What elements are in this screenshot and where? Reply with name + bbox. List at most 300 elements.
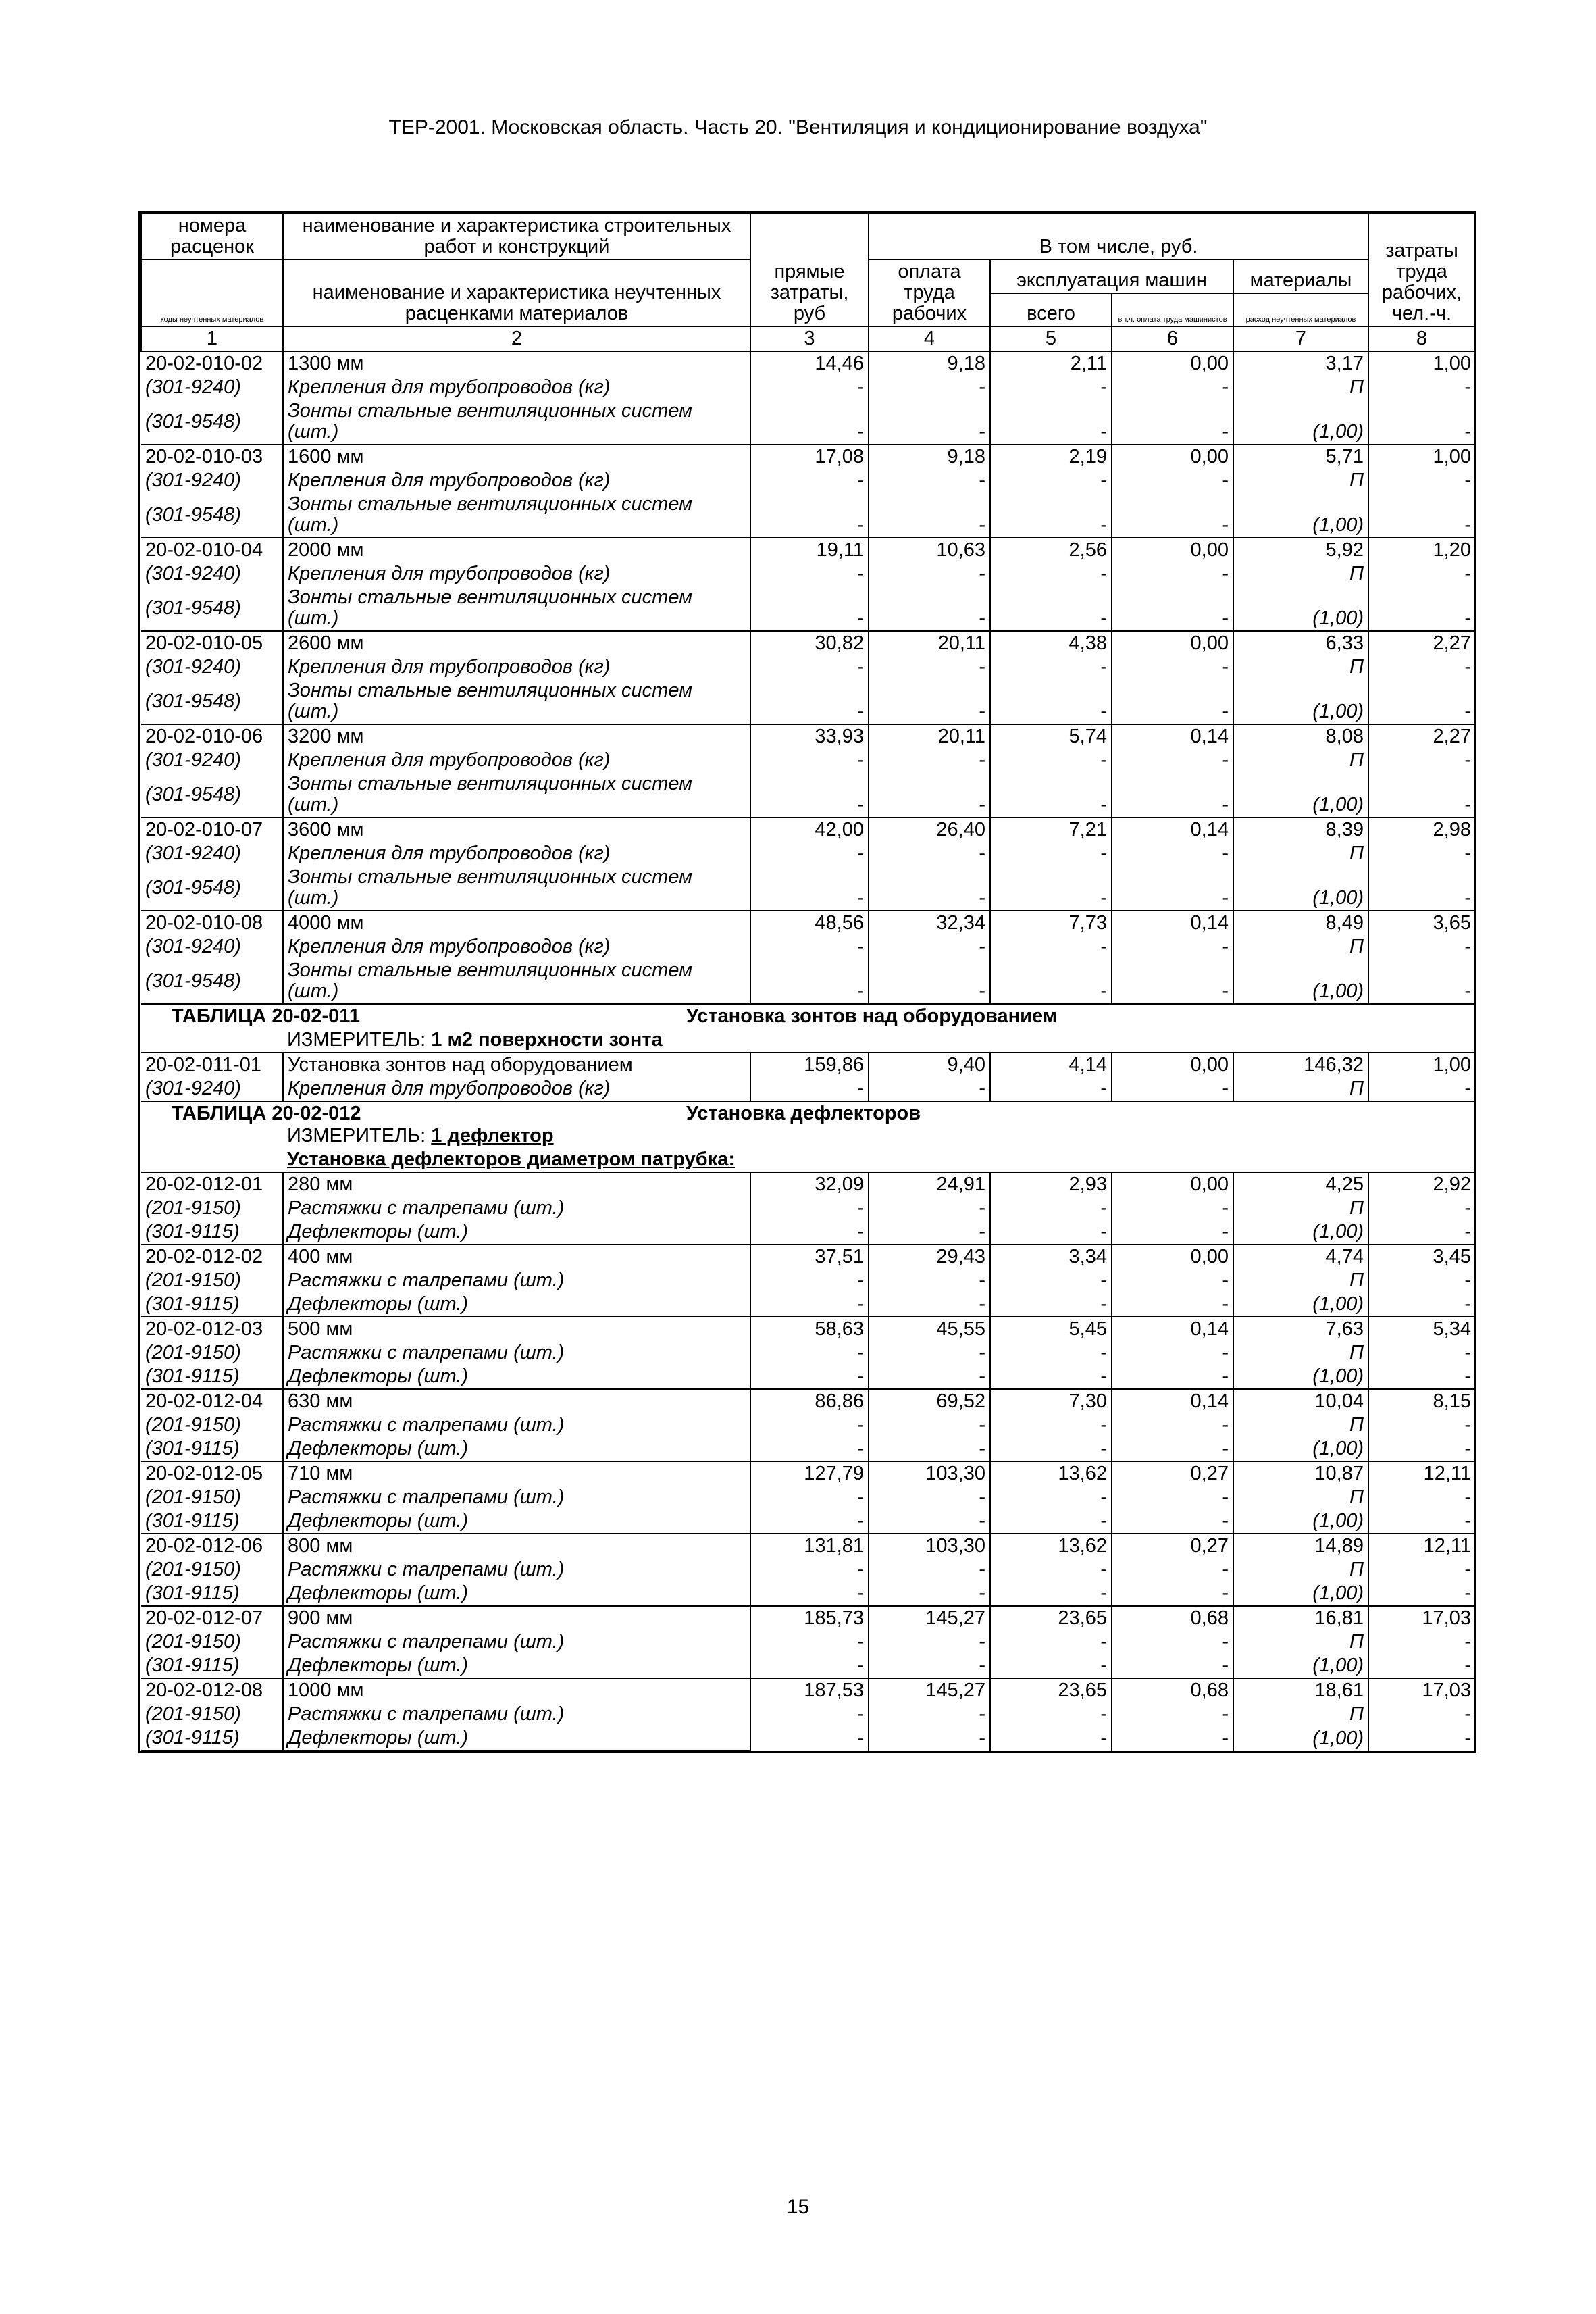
col-total-header: всего [990,293,1112,327]
machinists-pay: 0,27 [1112,1534,1233,1558]
material-usage: (1,00) [1233,399,1368,445]
dash-cell: - [869,1726,990,1751]
labor-costs: 8,15 [1368,1389,1475,1413]
material-name: Зонты стальные вентиляционных систем (шт.) [283,586,750,631]
col-number: 1 [141,326,283,351]
table-body-group-b [141,1172,1475,1751]
page-number: 15 [786,2196,810,2218]
materials-cost: 10,87 [1233,1461,1368,1486]
dash-cell: - [750,586,869,631]
material-usage: П [1233,376,1368,399]
dash-cell: - [990,493,1112,538]
material-name: Дефлекторы (шт.) [283,1220,750,1244]
material-code: (201-9150) [141,1486,283,1509]
dash-cell: - [750,1197,869,1220]
rate-name: 280 мм [283,1172,750,1197]
material-usage: (1,00) [1233,1437,1368,1461]
dash-cell: - [1112,1558,1233,1582]
col-name-materials-header: наименование и характеристика неучтенных расценками материалов [283,259,750,326]
dash-cell: - [1464,1221,1471,1242]
empty-cell [141,1126,283,1148]
col-unaccounted-use-header: расход неучтенных материалов [1233,293,1368,327]
machines-total: 4,14 [990,1053,1112,1077]
dash-cell: - [1464,842,1471,864]
material-code: (301-9240) [141,749,283,772]
rate-code: 20-02-012-02 [141,1244,283,1269]
dash-cell: - [869,842,990,865]
rate-code: 20-02-010-03 [141,445,283,469]
material-usage: (1,00) [1233,1726,1368,1751]
dash-cell: - [1464,376,1471,398]
labor-costs: 3,65 [1368,911,1475,935]
dash-cell: - [869,586,990,631]
dash-cell: - [1112,1703,1233,1726]
material-row [141,1197,1475,1220]
dash-cell: - [869,1220,990,1244]
dash-cell: - [1112,842,1233,865]
dash-cell: - [990,1077,1112,1101]
material-name: Крепления для трубопроводов (кг) [283,469,750,493]
dash-cell: - [750,1654,869,1678]
machinists-pay: 0,14 [1112,818,1233,842]
rate-name: 4000 мм [283,911,750,935]
dash-cell: - [1464,1582,1471,1604]
dash-cell: - [1112,1630,1233,1654]
rate-name: 1300 мм [283,351,750,376]
material-code: (301-9548) [141,679,283,724]
material-code: (301-9115) [141,1582,283,1606]
rate-row [141,1317,1475,1341]
col-rate-numbers-header: номера расценок [141,213,283,259]
material-code: (201-9150) [141,1630,283,1654]
material-name: Растяжки с талрепами (шт.) [283,1486,750,1509]
dash-cell: - [1112,1220,1233,1244]
dash-cell: - [750,469,869,493]
dash-cell: - [990,376,1112,399]
dash-cell: - [990,749,1112,772]
material-usage: (1,00) [1233,1582,1368,1606]
material-name: Растяжки с талрепами (шт.) [283,1197,750,1220]
rate-row [141,911,1475,935]
dash-cell: - [869,772,990,818]
direct-costs: 33,93 [750,724,869,749]
machinists-pay: 0,00 [1112,445,1233,469]
materials-cost: 18,61 [1233,1678,1368,1703]
machines-total: 5,74 [990,724,1112,749]
dash-cell: - [1464,1655,1471,1676]
col-incl-machinists-header: в т.ч. оплата труда машинистов [1112,293,1233,327]
dash-cell: - [869,1197,990,1220]
machinists-pay: 0,14 [1112,1317,1233,1341]
rate-code: 20-02-011-01 [141,1053,283,1077]
dash-cell: - [990,865,1112,911]
col-labor-costs-header: затраты труда рабочих, чел.-ч. [1368,213,1475,326]
material-code: (201-9150) [141,1413,283,1437]
material-name: Зонты стальные вентиляционных систем (шт.) [283,772,750,818]
dash-cell: - [750,1365,869,1389]
direct-costs: 17,08 [750,445,869,469]
dash-cell: - [1112,562,1233,586]
material-usage: П [1233,1703,1368,1726]
labor-pay: 10,63 [869,538,990,562]
material-usage: П [1233,935,1368,959]
col-number: 4 [869,326,990,351]
labor-pay: 29,43 [869,1244,990,1269]
dash-cell: - [750,772,869,818]
col-direct-costs-header: прямые затраты, руб [750,213,869,326]
direct-costs: 32,09 [750,1172,869,1197]
rate-name: 3200 мм [283,724,750,749]
labor-pay: 9,18 [869,351,990,376]
dash-cell: - [990,1220,1112,1244]
dash-cell: - [750,1292,869,1317]
dash-cell: - [750,935,869,959]
dash-cell: - [1464,1078,1471,1099]
table-header [141,213,1475,351]
rate-code: 20-02-012-07 [141,1606,283,1630]
rate-name: 1600 мм [283,445,750,469]
materials-cost: 146,32 [1233,1053,1368,1077]
machines-total: 4,38 [990,631,1112,655]
materials-cost: 4,74 [1233,1244,1368,1269]
dash-cell: - [1112,959,1233,1004]
materials-cost: 5,92 [1233,538,1368,562]
dash-cell: - [1112,1413,1233,1437]
material-usage: П [1233,1558,1368,1582]
material-usage: П [1233,1269,1368,1292]
dash-cell: - [990,679,1112,724]
direct-costs: 127,79 [750,1461,869,1486]
material-usage: П [1233,562,1368,586]
material-code: (301-9240) [141,842,283,865]
direct-costs: 86,86 [750,1389,869,1413]
machinists-pay: 0,00 [1112,351,1233,376]
material-code: (301-9115) [141,1726,283,1751]
dash-cell: - [1112,1726,1233,1751]
material-usage: П [1233,1413,1368,1437]
dash-cell: - [1112,655,1233,679]
material-usage: (1,00) [1233,679,1368,724]
rate-row [141,538,1475,562]
dash-cell: - [1464,1197,1471,1219]
dash-cell: - [1464,1631,1471,1653]
dash-cell: - [1112,1486,1233,1509]
rate-code: 20-02-012-04 [141,1389,283,1413]
dash-cell: - [1112,493,1233,538]
material-row [141,1220,1475,1244]
col-number: 8 [1368,326,1475,351]
material-row [141,376,1475,399]
material-code: (301-9240) [141,469,283,493]
dash-cell: - [1464,887,1471,909]
dash-cell: - [750,376,869,399]
materials-cost: 16,81 [1233,1606,1368,1630]
material-code: (201-9150) [141,1703,283,1726]
materials-cost: 7,63 [1233,1317,1368,1341]
table-012-subheading: Установка дефлекторов диаметром патрубка: [287,1149,735,1170]
machines-total: 2,93 [990,1172,1112,1197]
rate-name: 3600 мм [283,818,750,842]
dash-cell: - [1464,980,1471,1002]
material-usage: П [1233,842,1368,865]
material-row [141,399,1475,445]
dash-cell: - [750,1630,869,1654]
dash-cell: - [1464,1559,1471,1580]
labor-costs: 1,00 [1368,1053,1475,1077]
labor-costs: 2,98 [1368,818,1475,842]
dash-cell: - [869,1269,990,1292]
labor-costs: 12,11 [1368,1461,1475,1486]
dash-cell: - [1464,607,1471,629]
material-row [141,1341,1475,1365]
machines-total: 23,65 [990,1606,1112,1630]
material-usage: П [1233,1197,1368,1220]
dash-cell: - [990,1509,1112,1534]
dash-cell: - [990,1654,1112,1678]
empty-cell [141,1148,283,1172]
dash-cell: - [1112,865,1233,911]
material-row [141,1630,1475,1654]
dash-cell: - [990,1582,1112,1606]
dash-cell: - [1112,1269,1233,1292]
page-header: ТЕР-2001. Московская область. Часть 20. "Вентиляция и кондиционирование воздуха" [388,116,1208,139]
machines-total: 3,34 [990,1244,1112,1269]
material-code: (301-9240) [141,562,283,586]
table-012-measure [283,1126,1475,1148]
rate-row [141,1172,1475,1197]
material-name: Дефлекторы (шт.) [283,1509,750,1534]
material-row [141,865,1475,911]
rate-name: 710 мм [283,1461,750,1486]
labor-costs: 5,34 [1368,1317,1475,1341]
material-name: Крепления для трубопроводов (кг) [283,842,750,865]
material-name: Зонты стальные вентиляционных систем (шт.) [283,493,750,538]
material-row [141,959,1475,1004]
rate-name: 800 мм [283,1534,750,1558]
dash-cell: - [1112,1654,1233,1678]
dash-cell: - [990,1486,1112,1509]
materials-cost: 8,49 [1233,911,1368,935]
dash-cell: - [1112,1197,1233,1220]
material-row [141,1437,1475,1461]
dash-cell: - [750,1486,869,1509]
col-number: 7 [1233,326,1368,351]
material-usage: (1,00) [1233,1220,1368,1244]
measure-label: ИЗМЕРИТЕЛЬ: [287,1126,426,1147]
labor-pay: 20,11 [869,631,990,655]
direct-costs: 58,63 [750,1317,869,1341]
material-code: (201-9150) [141,1197,283,1220]
material-name: Крепления для трубопроводов (кг) [283,1077,750,1101]
dash-cell: - [990,1292,1112,1317]
dash-cell: - [1112,586,1233,631]
material-usage: П [1233,1486,1368,1509]
material-usage: (1,00) [1233,865,1368,911]
direct-costs: 131,81 [750,1534,869,1558]
dash-cell: - [869,1558,990,1582]
dash-cell: - [869,935,990,959]
material-name: Зонты стальные вентиляционных систем (шт.) [283,679,750,724]
material-row [141,1582,1475,1606]
dash-cell: - [750,562,869,586]
rate-row [141,631,1475,655]
machines-total: 23,65 [990,1678,1112,1703]
labor-costs: 1,00 [1368,445,1475,469]
rate-code: 20-02-010-08 [141,911,283,935]
dash-cell: - [1464,1728,1471,1749]
col-including-header: В том числе, руб. [869,213,1368,259]
col-machine-operation-header: эксплуатация машин [990,259,1233,293]
machinists-pay: 0,68 [1112,1678,1233,1703]
labor-pay: 145,27 [869,1678,990,1703]
rates-table-sheet [138,211,1476,1753]
direct-costs: 42,00 [750,818,869,842]
dash-cell: - [1464,1293,1471,1315]
rate-row [141,1534,1475,1558]
material-code: (301-9115) [141,1437,283,1461]
material-row [141,772,1475,818]
material-code: (301-9115) [141,1292,283,1317]
dash-cell: - [990,772,1112,818]
dash-cell: - [869,399,990,445]
labor-pay: 20,11 [869,724,990,749]
machinists-pay: 0,00 [1112,1244,1233,1269]
table-011-section [141,1004,1475,1101]
labor-pay: 103,30 [869,1461,990,1486]
dash-cell: - [869,1486,990,1509]
materials-cost: 3,17 [1233,351,1368,376]
direct-costs: 185,73 [750,1606,869,1630]
dash-cell: - [869,1630,990,1654]
dash-cell: - [750,865,869,911]
machines-total: 7,21 [990,818,1112,842]
table-012-title [141,1101,750,1126]
direct-costs: 159,86 [750,1053,869,1077]
labor-pay: 24,91 [869,1172,990,1197]
material-code: (301-9548) [141,865,283,911]
dash-cell: - [1112,749,1233,772]
material-row [141,1703,1475,1726]
machines-total: 2,11 [990,351,1112,376]
material-code: (301-9548) [141,399,283,445]
materials-cost: 8,08 [1233,724,1368,749]
rate-name: Установка зонтов над оборудованием [283,1053,750,1077]
material-name: Зонты стальные вентиляционных систем (шт.) [283,865,750,911]
material-usage: (1,00) [1233,772,1368,818]
materials-cost: 6,33 [1233,631,1368,655]
material-name: Растяжки с талрепами (шт.) [283,1269,750,1292]
material-name: Дефлекторы (шт.) [283,1292,750,1317]
dash-cell: - [1112,1077,1233,1101]
material-code: (301-9240) [141,376,283,399]
machines-total: 5,45 [990,1317,1112,1341]
dash-cell: - [990,399,1112,445]
materials-cost: 4,25 [1233,1172,1368,1197]
dash-cell: - [990,959,1112,1004]
dash-cell: - [869,469,990,493]
dash-cell: - [1464,794,1471,815]
rate-row [141,445,1475,469]
machinists-pay: 0,14 [1112,724,1233,749]
dash-cell: - [990,1726,1112,1751]
material-name: Крепления для трубопроводов (кг) [283,376,750,399]
material-name: Крепления для трубопроводов (кг) [283,935,750,959]
dash-cell: - [869,1654,990,1678]
material-row [141,1413,1475,1437]
dash-cell: - [1464,1486,1471,1508]
material-row [141,749,1475,772]
material-row [141,655,1475,679]
dash-cell: - [1464,421,1471,443]
machines-total: 7,30 [990,1389,1112,1413]
dash-cell: - [869,749,990,772]
materials-cost: 8,39 [1233,818,1368,842]
direct-costs: 187,53 [750,1678,869,1703]
material-name: Растяжки с талрепами (шт.) [283,1630,750,1654]
dash-cell: - [869,1413,990,1437]
rate-row [141,351,1475,376]
labor-pay: 45,55 [869,1317,990,1341]
dash-cell: - [1464,1510,1471,1532]
dash-cell: - [1464,563,1471,584]
machinists-pay: 0,00 [1112,1172,1233,1197]
material-usage: (1,00) [1233,493,1368,538]
dash-cell: - [869,1703,990,1726]
direct-costs: 37,51 [750,1244,869,1269]
dash-cell: - [750,1582,869,1606]
material-usage: (1,00) [1233,1654,1368,1678]
rate-code: 20-02-012-01 [141,1172,283,1197]
dash-cell: - [1112,1365,1233,1389]
rate-name: 2600 мм [283,631,750,655]
dash-cell: - [869,1077,990,1101]
dash-cell: - [990,469,1112,493]
dash-cell: - [990,1703,1112,1726]
material-code: (301-9548) [141,586,283,631]
material-code: (301-9240) [141,1077,283,1101]
col-number: 2 [283,326,750,351]
dash-cell: - [990,1558,1112,1582]
material-row [141,935,1475,959]
dash-cell: - [1112,399,1233,445]
material-code: (301-9548) [141,772,283,818]
dash-cell: - [869,1341,990,1365]
dash-cell: - [1464,749,1471,771]
material-name: Растяжки с талрепами (шт.) [283,1703,750,1726]
dash-cell: - [750,749,869,772]
dash-cell: - [990,1413,1112,1437]
dash-cell: - [1464,1414,1471,1436]
dash-cell: - [750,679,869,724]
labor-costs: 17,03 [1368,1678,1475,1703]
dash-cell: - [1112,1341,1233,1365]
labor-pay: 103,30 [869,1534,990,1558]
rates-table [140,213,1476,1751]
dash-cell: - [1464,1342,1471,1363]
dash-cell: - [869,1437,990,1461]
material-row [141,1654,1475,1678]
material-name: Дефлекторы (шт.) [283,1582,750,1606]
dash-cell: - [869,679,990,724]
material-usage: П [1233,469,1368,493]
rate-name: 2000 мм [283,538,750,562]
labor-pay: 145,27 [869,1606,990,1630]
dash-cell: - [1464,514,1471,536]
material-name: Растяжки с талрепами (шт.) [283,1558,750,1582]
material-row [141,586,1475,631]
rate-name: 630 мм [283,1389,750,1413]
material-usage: (1,00) [1233,1509,1368,1534]
